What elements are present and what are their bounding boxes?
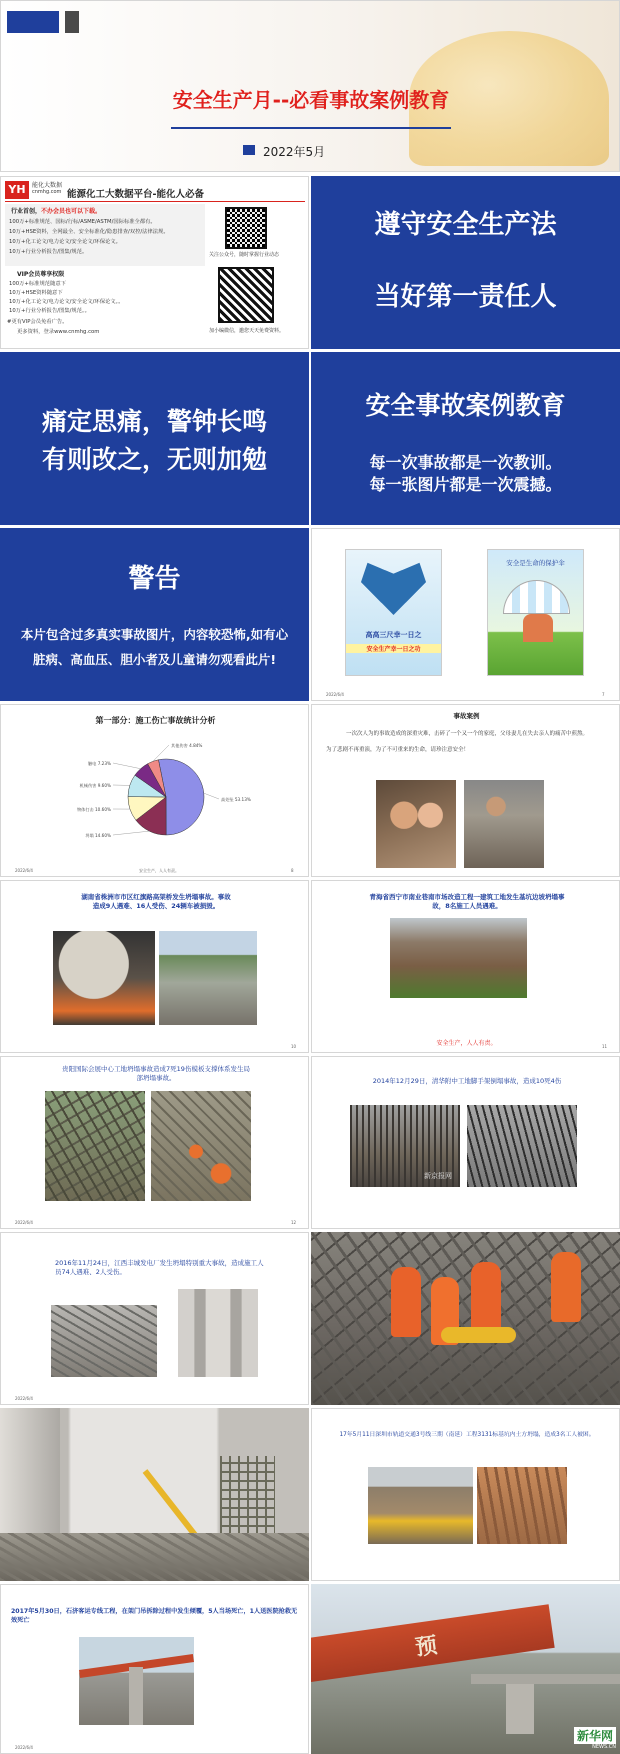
- news-watermark: 新京报网: [424, 1172, 452, 1180]
- slogan-slide-3: [311, 352, 620, 525]
- brand-logo: YH: [5, 181, 29, 199]
- pie-leader-line: [113, 831, 149, 835]
- scaffold-collapse-photo: [45, 1091, 145, 1201]
- poster-umbrella-title: 安全是生命的保护伞: [506, 559, 565, 567]
- case-text: 2016年11月24日，江西丰城发电厂发生坍塌特别重大事故，造成施工人员74人遇难、2人受伤。: [55, 1259, 264, 1276]
- qr-caption-wechat: 加小编微信，邀您天天免费资料。: [209, 328, 285, 334]
- plant-collapse-photo-1: [51, 1305, 157, 1377]
- cover-slide: [0, 0, 620, 172]
- debris-pile: [0, 1533, 309, 1581]
- slogan-line: 每一张图片都是一次震撼。: [369, 475, 562, 494]
- final-scene-slide: [311, 1584, 620, 1754]
- vip-line: 100万+标准规范随意下: [9, 281, 66, 287]
- qr-code-official: [225, 207, 267, 249]
- ad-headline: 能源化工大数据平台-能化人必备: [67, 189, 204, 200]
- case-text: 2014年12月29日，清华附中工地脚手架倒塌事故，造成10死4伤: [372, 1077, 562, 1085]
- crane-scene-slide: [0, 1408, 309, 1581]
- slide-page-number: 12: [291, 1220, 297, 1225]
- benefit-line: 10万+HSE资料，全网最全、安全标准化/隐患排查/双控/法律法规。: [9, 229, 169, 235]
- beam-text: 预: [413, 1633, 439, 1662]
- stretcher: [441, 1327, 516, 1343]
- pie-data-label: 触电 7.23%: [87, 761, 111, 766]
- pie-data-label: 机械伤害 9.60%: [79, 783, 111, 788]
- slide-page-number: 7: [602, 692, 605, 697]
- case-slide-1: [0, 880, 309, 1053]
- rescuers-photo: [151, 1091, 251, 1201]
- slogan-line: 痛定思痛，警钟长鸣: [41, 407, 267, 436]
- plant-collapse-photo-2: [178, 1289, 258, 1377]
- case-slide-6: [311, 1408, 620, 1581]
- pie-data-label: 其他伤害 4.84%: [171, 743, 203, 748]
- benefit-line: 10万+化工论文/电力论文/安全论文/环保论文。: [9, 239, 121, 245]
- slide-page-number: 10: [291, 1044, 297, 1049]
- rescue-photo: [464, 780, 544, 868]
- qr-code-wechat: [218, 267, 274, 323]
- poster-heart-sub: 安全生产幸一日之功: [346, 644, 441, 653]
- pie-leader-line: [204, 793, 219, 799]
- benefit-line: 100万+标准规范、国标/行标/ASME/ASTM/国际标准全都有。: [9, 219, 156, 225]
- cover-title: [1, 84, 620, 113]
- slogan-line: 遵守安全生产法: [374, 210, 557, 240]
- ad-website: 更多资料，登录www.cnmhg.com: [17, 329, 100, 335]
- ad-divider: [5, 201, 305, 202]
- vip-line: 10万+行业分析报告/图集/规范。。: [9, 308, 90, 314]
- slide-page-number: 8: [291, 868, 294, 873]
- chart-title: 第一部分：施工伤亡事故统计分析: [95, 716, 216, 725]
- slide-footer: 2022/6/4: [15, 1220, 33, 1225]
- cover-date-marker: [243, 145, 255, 155]
- poster-heart-text: 高高三尺幸一日之: [365, 631, 422, 639]
- poster-heart: [345, 549, 442, 676]
- cover-underline: [171, 127, 451, 129]
- crying-family-photo: [376, 780, 456, 868]
- slogan-line: 有则改之，无则加勉: [41, 445, 267, 474]
- case-intro-text: 为了悲剧不再重演，为了不可重来的生命，请珍注意安全！: [326, 747, 470, 753]
- family-figure: [523, 614, 553, 642]
- landslide-photo: [390, 918, 527, 998]
- case-slide-2: [311, 880, 620, 1053]
- case-text: 17年5月11日深圳市轨道交通3号线三期（南延）工程3131标基坑内土方坍塌，造成3名工人被困。: [339, 1432, 595, 1438]
- case-intro-slide: [311, 704, 620, 877]
- pie-leader-line: [113, 763, 141, 769]
- pie-data-label: 坍塌 14.60%: [85, 833, 111, 838]
- case-intro-title: 事故案例: [453, 712, 480, 720]
- vip-line: 10万+化工论文/电力论文/安全论文/环保论文。。: [9, 299, 124, 305]
- chart-slide: [0, 704, 309, 877]
- rescuer-figure: [391, 1267, 421, 1337]
- ad-footer: #更有VIP会员免看广告。: [7, 319, 68, 325]
- warning-slide: [0, 528, 309, 701]
- pie-data-label: 高处坠 53.13%: [221, 797, 251, 802]
- qr-caption-official: 关注公众号，随时掌握行业动态: [209, 252, 280, 258]
- bridge-pier: [129, 1667, 143, 1725]
- slogan-title: 安全事故案例教育: [365, 391, 566, 420]
- vip-line: 10万+HSE资料随意下: [9, 290, 63, 296]
- slide-footer: 2022/6/4: [15, 1396, 33, 1401]
- scaffold-structure: [220, 1456, 275, 1536]
- cover-accent-gray: [65, 11, 79, 33]
- case-slide-4: [311, 1056, 620, 1229]
- case-intro-text: 一次次人为的事故造成的深重灾难，击碎了一个又一个的家庭，父母妻儿在失去亲人的痛苦中煎熬。: [345, 731, 588, 737]
- city-overview-photo: [159, 931, 257, 1025]
- slide-page-number: 11: [602, 1044, 608, 1049]
- warning-title: 警告: [128, 564, 181, 594]
- pie-chart: [1, 727, 309, 867]
- cover-accent-blue: [7, 11, 59, 33]
- news-logo-sub: NEWS.CN: [592, 1744, 616, 1750]
- rebar-collapse-photo-1: [350, 1105, 460, 1187]
- case-text: 2017年5月30日，石济客运专线工程，在架门吊拆除过程中发生倾覆，5人当场死亡，1人送医院抢救无效死亡: [11, 1608, 298, 1624]
- slide-footer: 2022/6/4: [15, 1745, 33, 1750]
- slogan-slide-1: [311, 176, 620, 349]
- rescuer-figure: [551, 1252, 581, 1322]
- news-logo-text: 新华网: [574, 1727, 616, 1744]
- benefits-red: 不办会员也可以下载。: [41, 208, 102, 215]
- posters-slide: [311, 528, 620, 701]
- slide-footer: 2022/6/4: [326, 692, 344, 697]
- vip-title: VIP会员尊享权限: [17, 271, 65, 278]
- benefits-title: 行业首创，: [11, 208, 42, 215]
- umbrella-image: [503, 580, 570, 614]
- cover-title-text: 安全生产月--必看事故案例教育: [172, 88, 450, 112]
- pit-collapse-photo-1: [368, 1467, 473, 1544]
- slogan-line: 每一次事故都是一次教训。: [369, 453, 562, 472]
- case-text: 湖南省株洲市市区红旗路高架桥发生坍塌事故。事故造成9人遇难、16人受伤、24辆车被损毁。: [81, 893, 231, 910]
- elevated-bridge: [471, 1674, 620, 1684]
- case-slogan: 安全生产，人人有责。: [436, 1040, 497, 1047]
- rebar-collapse-photo-2: [467, 1105, 577, 1187]
- slogan-line: 当好第一责任人: [374, 282, 557, 312]
- rescuer-figure: [471, 1262, 501, 1337]
- pit-collapse-photo-2: [477, 1467, 567, 1544]
- brand-domain: cnmhg.com: [32, 189, 62, 195]
- case-text: 贵阳国际会展中心工地坍塌事故造成7死19伤模板支撑体系发生局部坍塌事故。: [62, 1065, 250, 1082]
- heart-image: [361, 560, 426, 615]
- ad-benefits-title: [11, 206, 101, 215]
- case-text: 青海省西宁市南业巷南市场改造工程一建筑工地发生基坑边坡坍塌事故，8名施工人员遇难。: [369, 893, 565, 910]
- case-slide-3: [0, 1056, 309, 1229]
- brand-name: 能化大数据: [32, 182, 63, 189]
- ad-slide: [0, 176, 309, 349]
- slogan-slide-2: [0, 352, 309, 525]
- poster-umbrella: [487, 549, 584, 676]
- benefit-line: 10万+行业分析报告/图集/规范。: [9, 249, 88, 255]
- case-slide-5: [0, 1232, 309, 1405]
- slide-footer: 2022/6/4: [15, 868, 33, 873]
- case-slide-7: [0, 1584, 309, 1754]
- slide-footer-slogan: 安全生产，人人有责。: [139, 868, 179, 873]
- rescue-scene-slide: [311, 1232, 620, 1405]
- gantry-collapse-photo: [79, 1637, 194, 1725]
- pie-data-label: 物体打击 10.60%: [76, 807, 111, 812]
- news-logo: [574, 1727, 616, 1750]
- warning-text: 脏病、高血压、胆小者及儿童请勿观看此片!: [32, 652, 277, 667]
- cover-date: 2022年5月: [263, 145, 326, 159]
- warning-text: 本片包含过多真实事故图片，内容较恐怖,如有心: [20, 627, 289, 642]
- collapsed-bridge-photo: [53, 931, 155, 1025]
- overturned-beam: [311, 1604, 555, 1682]
